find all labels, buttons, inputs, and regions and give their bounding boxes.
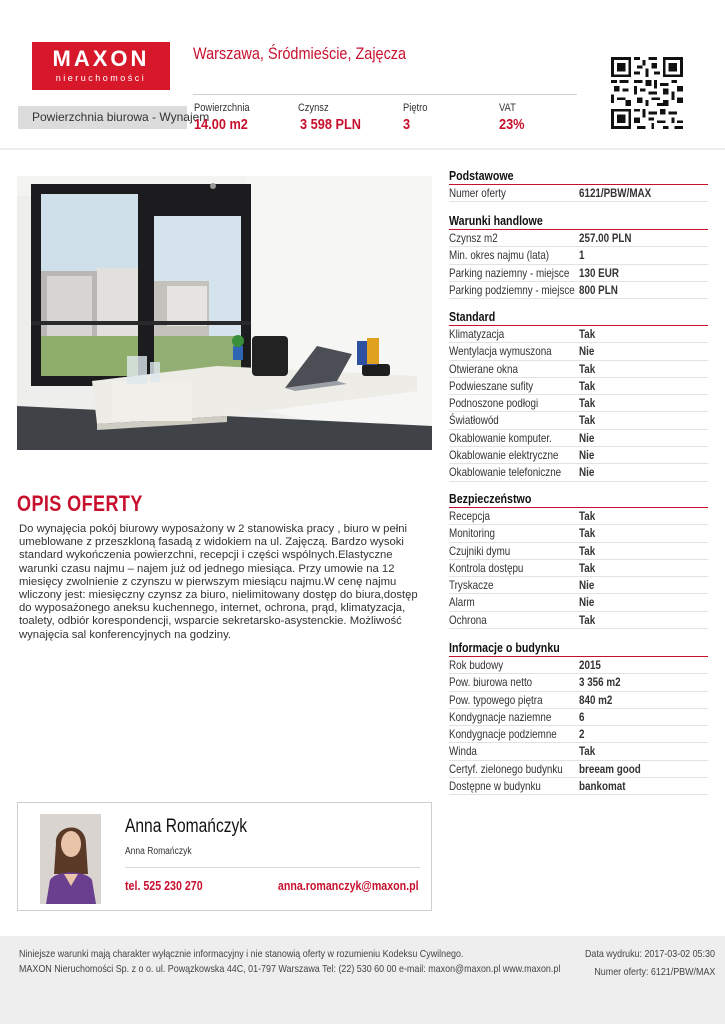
- qr-code-icon[interactable]: [611, 57, 683, 129]
- spec-key: Okablowanie komputer.: [449, 430, 552, 445]
- summary-label: Czynsz: [298, 102, 329, 114]
- spec-value: breeam good: [579, 761, 641, 776]
- spec-section-basic: [449, 168, 708, 202]
- footer-print-date: Data wydruku: 2017-03-02 05:30: [585, 948, 715, 960]
- spec-value: Tak: [579, 612, 596, 627]
- spec-heading: [449, 491, 708, 508]
- summary-label: Piętro: [403, 102, 428, 114]
- spec-value: Tak: [579, 543, 596, 558]
- spec-key: Parking podziemny - miejsce: [449, 282, 575, 297]
- spec-heading: [449, 309, 708, 326]
- spec-key: Dostępne w budynku: [449, 779, 541, 794]
- spec-value: Nie: [579, 344, 595, 359]
- spec-row: [449, 230, 708, 247]
- description-title: OPIS OFERTY: [17, 491, 143, 516]
- summary-label: VAT: [499, 102, 516, 114]
- logo-sub-text: nieruchomości: [55, 73, 147, 83]
- spec-row: [449, 378, 708, 395]
- spec-row: [449, 594, 708, 611]
- spec-value: bankomat: [579, 779, 626, 794]
- spec-heading: [449, 640, 708, 657]
- spec-value: Tak: [579, 509, 596, 523]
- spec-row: [449, 778, 708, 795]
- spec-key: Rok budowy: [449, 658, 504, 672]
- agent-name: Anna Romańczyk: [125, 816, 248, 837]
- spec-row: [449, 508, 708, 525]
- spec-key: Pow. typowego piętra: [449, 692, 543, 707]
- spec-row: [449, 395, 708, 412]
- spec-value: Nie: [579, 465, 595, 480]
- spec-row: [449, 361, 708, 378]
- spec-row: [449, 525, 708, 542]
- spec-key: Min. okres najmu (lata): [449, 248, 550, 263]
- summary-value: 14.00 m2: [194, 116, 248, 133]
- spec-value: 6: [579, 709, 585, 724]
- agent-card: [17, 802, 432, 911]
- spec-key: Czynsz m2: [449, 231, 498, 245]
- spec-section-building: [449, 640, 708, 795]
- header-divider: [193, 94, 577, 95]
- spec-value: Tak: [579, 560, 596, 575]
- summary-vat: [499, 102, 529, 133]
- spec-heading-text: Podstawowe: [449, 168, 514, 183]
- footer: [0, 936, 725, 1024]
- spec-section-security: [449, 491, 708, 629]
- spec-row: [449, 412, 708, 429]
- spec-value: 130 EUR: [579, 265, 619, 280]
- summary-rent: [298, 102, 372, 133]
- offer-type-badge: Powierzchnia biurowa - Wynajem: [18, 106, 187, 129]
- footer-offer-number: Numer oferty: 6121/PBW/MAX: [593, 966, 715, 978]
- spec-section-commercial: [449, 213, 708, 299]
- header: [0, 0, 725, 148]
- spec-key: Otwierane okna: [449, 361, 518, 376]
- agent-divider: [125, 867, 420, 868]
- spec-row: [449, 657, 708, 674]
- spec-key: Podnoszone podłogi: [449, 396, 539, 411]
- spec-heading: [449, 168, 708, 185]
- spec-key: Ochrona: [449, 612, 487, 627]
- spec-key: Kontrola dostępu: [449, 560, 524, 575]
- spec-row: [449, 761, 708, 778]
- summary-value: 23%: [499, 116, 525, 133]
- spec-value: 1: [579, 248, 585, 263]
- office-photo-image: [17, 176, 432, 450]
- spec-key: Kondygnacje podziemne: [449, 727, 557, 742]
- footer-company: MAXON Nieruchomości Sp. z o o. ul. Powązkowska 44C, 01-797 Warszawa Tel: (22) 530 60 00 e-mail: maxon@maxon.pl www.maxon.pl: [19, 963, 561, 975]
- spec-key: Certyf. zielonego budynku: [449, 761, 563, 776]
- summary-label: Powierzchnia: [194, 102, 250, 114]
- maxon-logo[interactable]: [32, 42, 170, 90]
- spec-row: [449, 185, 708, 202]
- spec-heading-text: Standard: [449, 309, 496, 324]
- spec-key: Klimatyzacja: [449, 327, 505, 341]
- spec-key: Winda: [449, 744, 477, 759]
- avatar: [40, 814, 101, 904]
- spec-value: Nie: [579, 448, 595, 463]
- footer-disclaimer: Niniejsze warunki mają charakter wyłącznie informacyjny i nie stanowią oferty w rozumieniu Kodeksu Cywilnego.: [19, 948, 464, 960]
- spec-row: [449, 743, 708, 760]
- spec-value: 6121/PBW/MAX: [579, 186, 652, 200]
- summary-value: 3 598 PLN: [300, 116, 361, 133]
- spec-key: Recepcja: [449, 509, 491, 523]
- spec-key: Podwieszane sufity: [449, 378, 534, 393]
- spec-row: [449, 326, 708, 343]
- spec-value: Tak: [579, 361, 596, 376]
- spec-heading-text: Bezpieczeństwo: [449, 491, 532, 506]
- spec-row: [449, 343, 708, 360]
- spec-row: [449, 692, 708, 709]
- offer-location: Warszawa, Śródmieście, Zajęcza: [193, 44, 407, 63]
- spec-value: 2: [579, 727, 585, 742]
- spec-row: [449, 577, 708, 594]
- spec-row: [449, 265, 708, 282]
- spec-key: Kondygnacje naziemne: [449, 709, 552, 724]
- spec-heading-text: Warunki handlowe: [449, 213, 543, 228]
- spec-row: [449, 560, 708, 577]
- spec-value: Nie: [579, 595, 595, 610]
- spec-value: Tak: [579, 396, 596, 411]
- spec-value: Nie: [579, 430, 595, 445]
- agent-phone-link[interactable]: tel. 525 230 270: [125, 878, 203, 893]
- spec-row: [449, 247, 708, 264]
- spec-key: Monitoring: [449, 526, 495, 541]
- spec-key: Okablowanie telefoniczne: [449, 465, 562, 480]
- spec-key: Parking naziemny - miejsce: [449, 265, 570, 280]
- spec-row: [449, 674, 708, 691]
- header-separator: [0, 148, 725, 150]
- description-text: Do wynajęcia pokój biurowy wyposażony w 2 stanowiska pracy , biuro w pełni umeblowane z przeszkloną fasadą z widokiem na ul. Zajęczą. Bardzo wysoki standard wykończenia powierzchni, recepcji i części wspólnych.Elastyczne warunki czasu najmu – najem już od jednego miesiąca. Przy umowie na 12 miesięcy zwolnienie z czynszu w pierwszym miesiącu najmu.W cenę najmu wliczony jest: miesięczny czynsz za biuro, nielimitowany dostęp do biura,dostęp do wyposażonego aneksu kuchennego, internet, ochrona, prąd, klimatyzacja, toalety, odbiór korespondencji, wsparcie sekretarsko-asystenckie. Możliwość wynajęcia sal konferencyjnych na godziny.: [19, 523, 418, 641]
- spec-value: Tak: [579, 526, 596, 541]
- spec-value: 2015: [579, 658, 601, 672]
- spec-row: [449, 543, 708, 560]
- summary-floor: [403, 102, 432, 133]
- spec-row: [449, 430, 708, 447]
- spec-row: [449, 447, 708, 464]
- summary-area: [194, 102, 259, 133]
- spec-row: [449, 612, 708, 629]
- summary-value: 3: [403, 116, 411, 133]
- spec-value: Nie: [579, 578, 595, 593]
- spec-key: Alarm: [449, 595, 475, 610]
- spec-key: Okablowanie elektryczne: [449, 448, 559, 463]
- spec-value: Tak: [579, 327, 596, 341]
- spec-key: Wentylacja wymuszona: [449, 344, 552, 359]
- spec-key: Numer oferty: [449, 186, 506, 200]
- agent-subtitle: Anna Romańczyk: [125, 846, 192, 857]
- spec-row: [449, 282, 708, 299]
- spec-row: [449, 726, 708, 743]
- spec-value: 257.00 PLN: [579, 231, 632, 245]
- spec-heading: [449, 213, 708, 230]
- spec-row: [449, 709, 708, 726]
- spec-key: Tryskacze: [449, 578, 494, 593]
- spec-section-standard: [449, 309, 708, 482]
- spec-row: [449, 464, 708, 481]
- office-photo: [17, 176, 432, 450]
- spec-value: 840 m2: [579, 692, 613, 707]
- spec-key: Światłowód: [449, 413, 499, 428]
- spec-value: Tak: [579, 378, 596, 393]
- spec-heading-text: Informacje o budynku: [449, 640, 560, 655]
- spec-value: Tak: [579, 413, 596, 428]
- spec-value: Tak: [579, 744, 596, 759]
- spec-key: Pow. biurowa netto: [449, 675, 533, 690]
- spec-value: 3 356 m2: [579, 675, 621, 690]
- agent-email-link[interactable]: anna.romanczyk@maxon.pl: [278, 878, 419, 893]
- logo-brand-text: MAXON: [52, 46, 150, 71]
- agent-photo: [40, 814, 101, 904]
- spec-value: 800 PLN: [579, 282, 618, 297]
- spec-key: Czujniki dymu: [449, 543, 511, 558]
